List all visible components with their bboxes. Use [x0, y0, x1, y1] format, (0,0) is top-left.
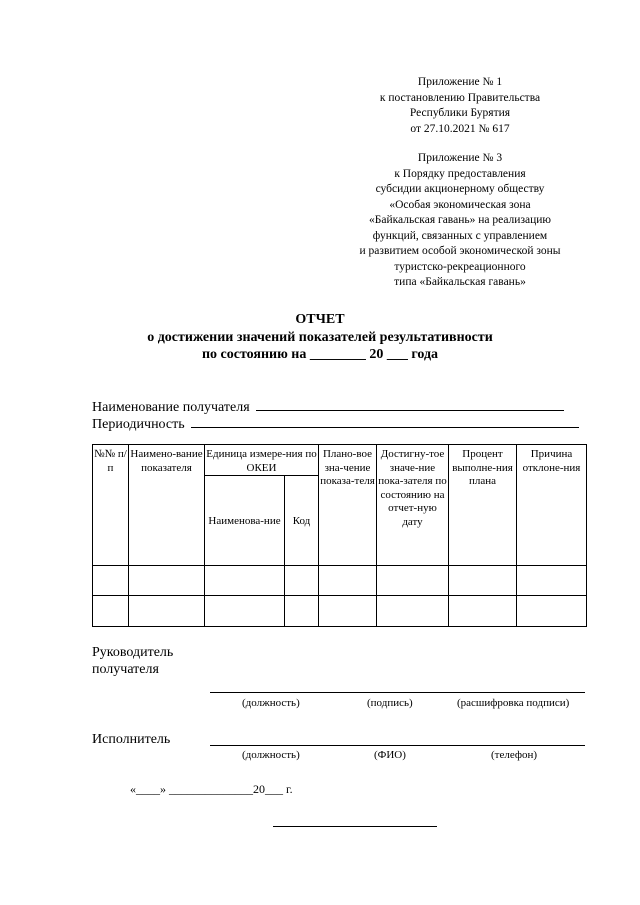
executor-label: Исполнитель	[92, 732, 171, 747]
table-cell[interactable]	[377, 566, 449, 596]
table-row	[93, 596, 587, 627]
table-cell[interactable]	[319, 596, 377, 627]
date-line: «____» ______________20___ г.	[130, 782, 293, 796]
head-label-line1: Руководитель	[92, 645, 174, 660]
recipient-label: Наименование получателя	[92, 400, 250, 415]
table-cell[interactable]	[205, 566, 285, 596]
annex-3-line: типа «Байкальская гавань»	[394, 276, 526, 288]
executor-caption-fio: (ФИО)	[374, 749, 406, 761]
head-caption-decode: (расшифровка подписи)	[457, 697, 570, 709]
header-unit: Единица измере-ния по ОКЕИ	[205, 445, 319, 476]
header-deviation-reason: Причина отклоне-ния	[517, 445, 587, 566]
table-cell[interactable]	[93, 566, 129, 596]
head-signature-line[interactable]	[210, 692, 585, 693]
annex-1-line: к постановлению Правительства	[379, 91, 541, 104]
annex-1-block	[330, 75, 590, 137]
report-title-date: по состоянию на ________ 20 ___ года	[201, 347, 439, 362]
table-cell[interactable]	[285, 566, 319, 596]
header-unit-code: Код	[285, 476, 319, 566]
bottom-signature-line	[273, 826, 437, 827]
annex-3-line: «Особая экономическая зона	[389, 198, 531, 211]
head-caption-signature: (подпись)	[367, 697, 413, 709]
table-cell[interactable]	[205, 596, 285, 627]
executor-caption-phone: (телефон)	[491, 749, 538, 761]
annex-3-line: субсидии акционерному обществу	[375, 183, 545, 195]
executor-signature-line[interactable]	[210, 745, 585, 746]
annex-1-line: Приложение № 1	[417, 76, 503, 88]
annex-1-line: от 27.10.2021 № 617	[410, 122, 510, 135]
table-cell[interactable]	[517, 596, 587, 627]
header-plan-percent: Процент выполне-ния плана	[449, 445, 517, 566]
report-table	[92, 444, 587, 627]
periodicity-field	[92, 415, 579, 433]
table-cell[interactable]	[319, 566, 377, 596]
report-title	[0, 311, 640, 364]
annex-3-line: и развитием особой экономической зоны	[359, 245, 561, 257]
header-achieved-value: Достигну-тое значе-ние пока-зателя по состоянию на отчет-ную дату	[377, 445, 449, 566]
header-number: №№ п/п	[93, 445, 129, 566]
recipient-field	[92, 398, 564, 416]
table-cell[interactable]	[449, 566, 517, 596]
table-cell[interactable]	[129, 596, 205, 627]
annex-3-line: функций, связанных с управлением	[372, 229, 548, 242]
head-caption-position: (должность)	[242, 697, 300, 709]
annex-3-line: «Байкальская гавань» на реализацию	[368, 214, 551, 226]
annex-3-line: туристско-рекреационного	[394, 260, 526, 273]
header-unit-name: Наименова-ние	[205, 476, 285, 566]
header-indicator-name: Наимено-вание показателя	[129, 445, 205, 566]
head-label-line2: получателя	[92, 662, 159, 677]
table-cell[interactable]	[93, 596, 129, 627]
header-planned-value: Плано-вое зна-чение показа-теля	[319, 445, 377, 566]
annex-1-line: Республики Бурятия	[409, 107, 511, 119]
annex-3-line: к Порядку предоставления	[394, 167, 526, 180]
table-cell[interactable]	[377, 596, 449, 627]
periodicity-underline	[191, 415, 579, 428]
head-label	[92, 644, 173, 678]
report-title-subject: о достижении значений показателей результативности	[147, 329, 493, 345]
table-cell[interactable]	[129, 566, 205, 596]
table-cell[interactable]	[517, 566, 587, 596]
table-cell[interactable]	[449, 596, 517, 627]
periodicity-label: Периодичность	[92, 417, 185, 432]
report-title-main: ОТЧЕТ	[295, 312, 345, 327]
annex-3-block	[330, 151, 590, 291]
table-cell[interactable]	[285, 596, 319, 627]
recipient-underline	[256, 398, 564, 411]
table-row	[93, 566, 587, 596]
annex-3-line: Приложение № 3	[417, 152, 503, 164]
executor-caption-position: (должность)	[242, 749, 300, 761]
